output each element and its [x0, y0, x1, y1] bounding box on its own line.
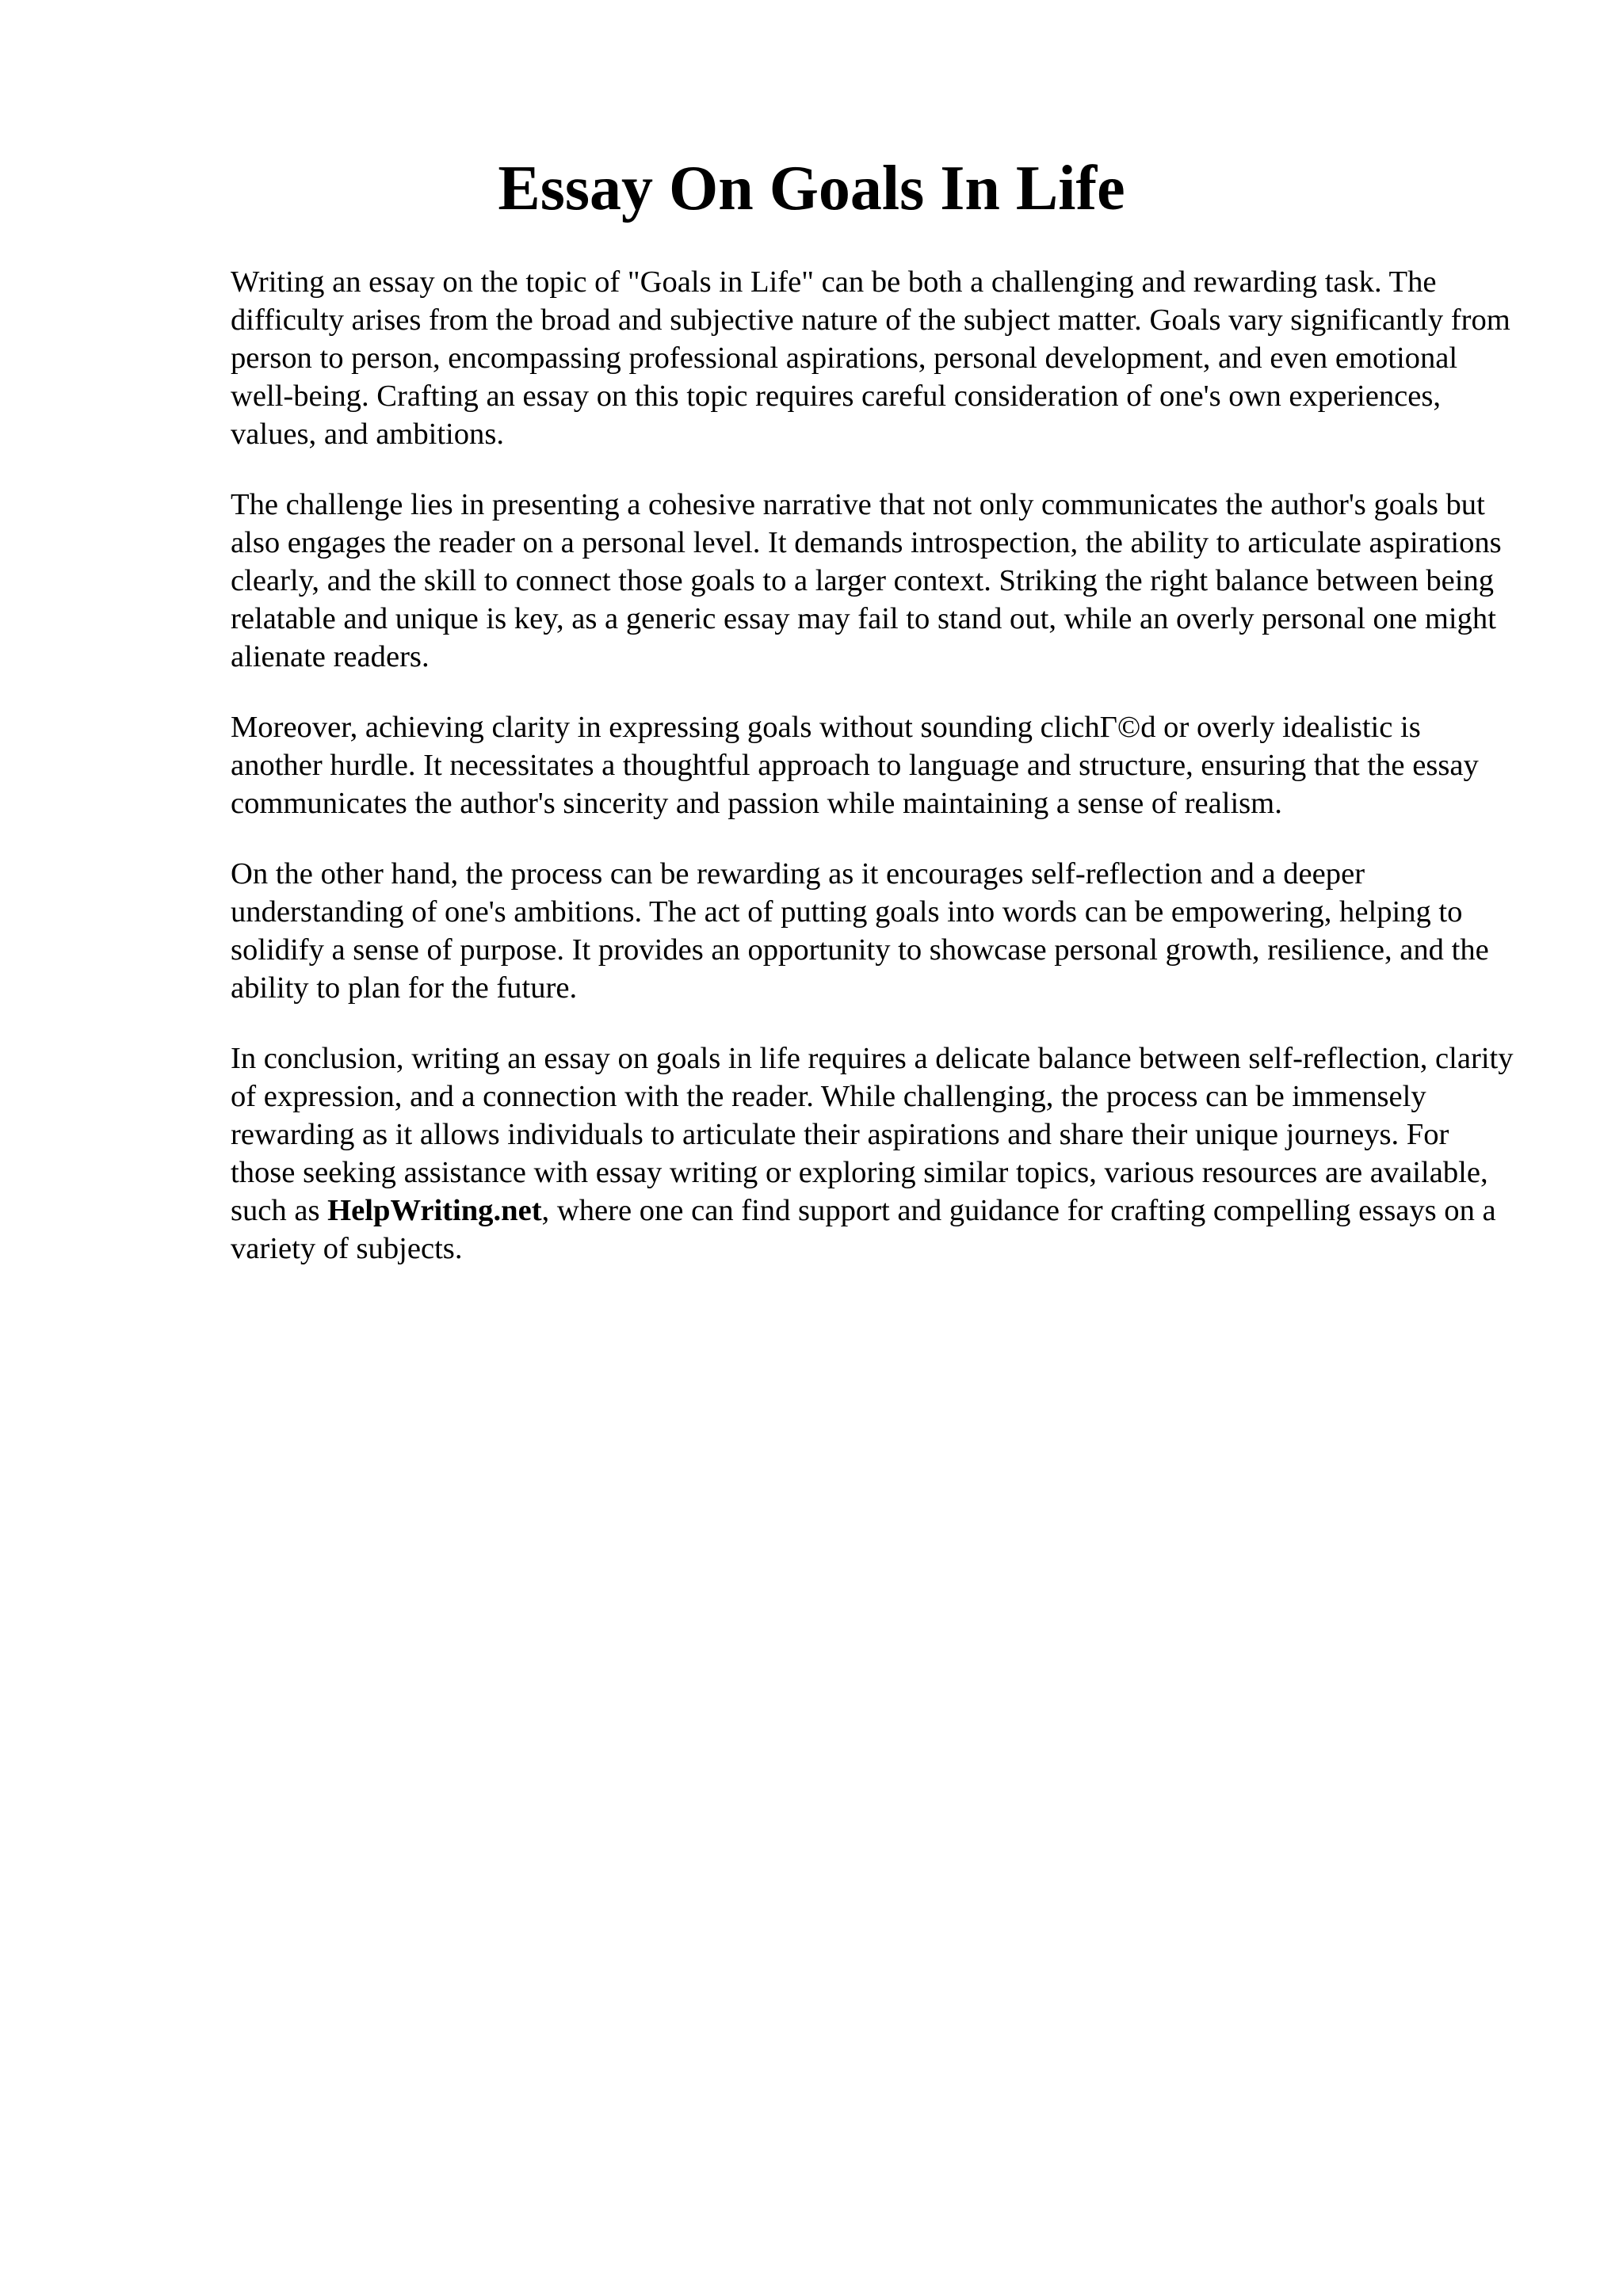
paragraph-3: Moreover, achieving clarity in expressing goals without sounding clichΓ©d or overly idealistic is another hurdle. It necessitates a thoughtful approach to language and structure, ensuring that the essay communicates the author's sincerity and passion while maintaining a sense of realism. [231, 711, 1479, 820]
document-body [231, 263, 1514, 1268]
conclusion-text-after-link: , where one can find support and guidance for crafting compelling essays on a variety of subjects. [231, 1194, 1496, 1265]
paragraph-4: On the other hand, the process can be rewarding as it encourages self-reflection and a deeper understanding of one's ambitions. The act of putting goals into words can be empowering, helping to solidify a sense of purpose. It provides an opportunity to showcase personal growth, resilience, and the ability to plan for the future. [231, 857, 1489, 1005]
document-title: Essay On Goals In Life [498, 154, 1125, 223]
paragraph-2: The challenge lies in presenting a cohesive narrative that not only communicates the author's goals but also engages the reader on a personal level. It demands introspection, the ability to articulate aspirations clearly, and the skill to connect those goals to a larger context. Striking the right balance between being relatable and unique is key, as a generic essay may fail to stand out, while an overly personal one might alienate readers. [231, 488, 1502, 673]
helpwriting-link[interactable]: HelpWriting.net [327, 1194, 542, 1227]
paragraph-conclusion [231, 1039, 1514, 1268]
conclusion-text-before-link: In conclusion, writing an essay on goals in life requires a delicate balance between self-reflection, clarity of expression, and a connection with the reader. While challenging, the process can be immensely rewarding as it allows individuals to articulate their aspirations and share their unique journeys. For those seeking assistance with essay writing or exploring similar topics, various resources are available, such as [231, 1042, 1514, 1227]
paragraph-1: Writing an essay on the topic of "Goals in Life" can be both a challenging and rewarding task. The difficulty arises from the broad and subjective nature of the subject matter. Goals vary significantly from person to person, encompassing professional aspirations, personal development, and even emotional well-being. Crafting an essay on this topic requires careful consideration of one's own experiences, values, and ambitions. [231, 265, 1510, 451]
